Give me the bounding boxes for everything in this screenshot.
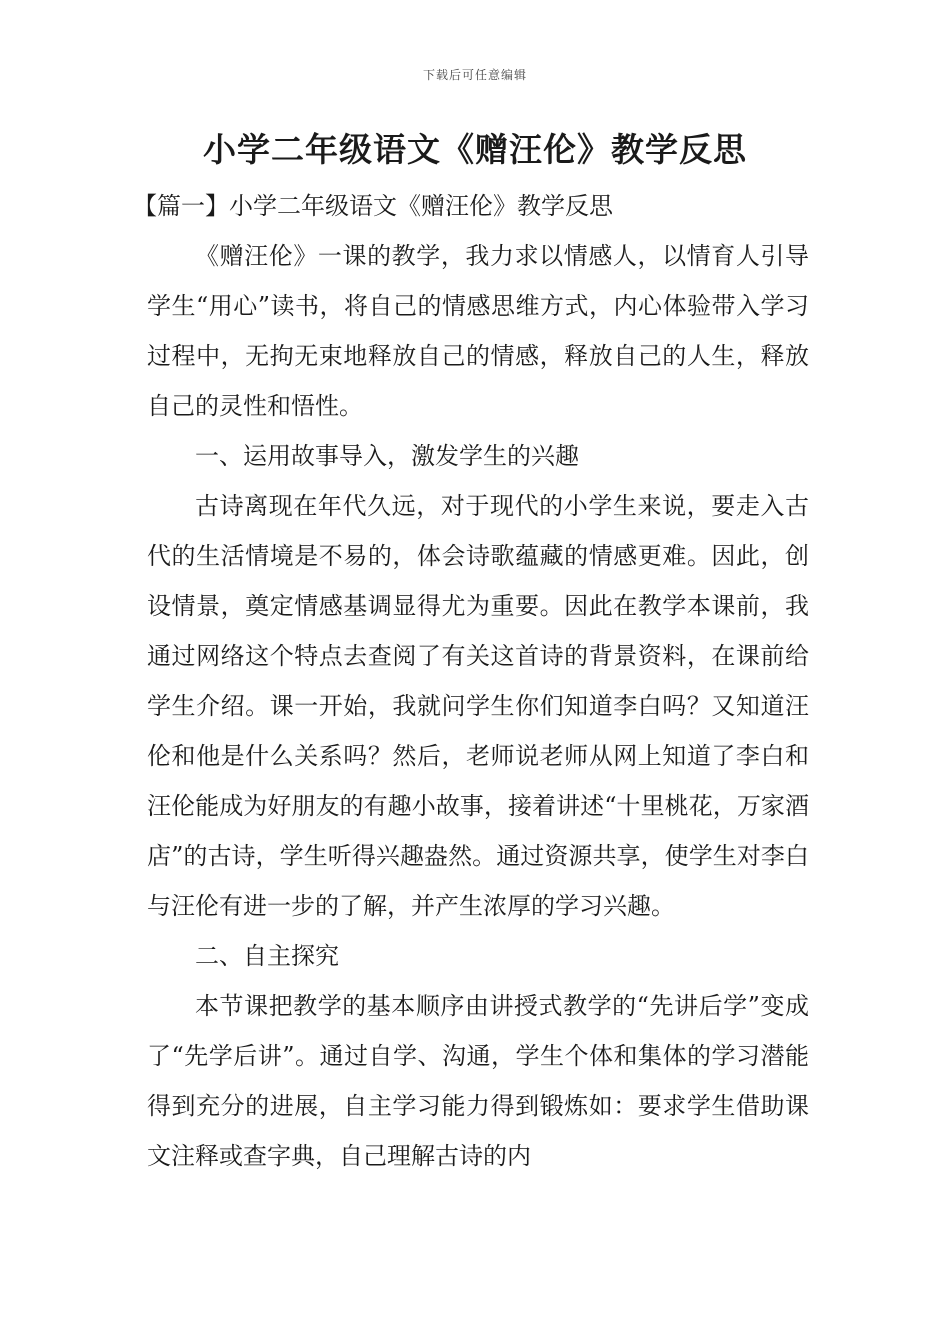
section-subheading: 【篇一】小学二年级语文《赠汪伦》教学反思 [133, 192, 613, 220]
section-heading-1: 一、运用故事导入，激发学生的兴趣 [195, 442, 579, 470]
header-note: 下载后可任意编辑 [422, 68, 527, 82]
paragraph-section-1: 古诗离现在年代久远，对于现代的小学生来说，要走入古代的生活情境是不易的，体会诗歌蕴藏的情感更难。因此，创设情景，奠定情感基调显得尤为重要。因此在教学本课前，我通过网络这个特点去查阅了有关这首诗的背景资料，在课前给学生介绍。课一开始，我就问学生你们知道李白吗？又知道汪伦和他是什么关系吗？然后，老师说老师从网上知道了李白和汪伦能成为好朋友的有趣小故事，接着讲述“十里桃花，万家酒店”的古诗，学生听得兴趣盎然。通过资源共享，使学生对李白与汪伦有进一步的了解，并产生浓厚的学习兴趣。 [147, 492, 809, 920]
paragraph-section-2: 本节课把教学的基本顺序由讲授式教学的“先讲后学”变成了“先学后讲”。通过自学、沟通，学生个体和集体的学习潜能得到充分的进展，自主学习能力得到锻炼如：要求学生借助课文注释或查字典，自己理解古诗的内 [147, 992, 809, 1170]
document-body [133, 181, 809, 1181]
paragraph-intro: 《赠汪伦》一课的教学，我力求以情感人，以情育人引导学生“用心”读书，将自己的情感思维方式，内心体验带入学习过程中，无拘无束地释放自己的情感，释放自己的人生，释放自己的灵性和悟性。 [147, 242, 809, 420]
section-heading-2: 二、自主探究 [195, 942, 339, 970]
document-title: 小学二年级语文《赠汪伦》教学反思 [203, 130, 747, 169]
